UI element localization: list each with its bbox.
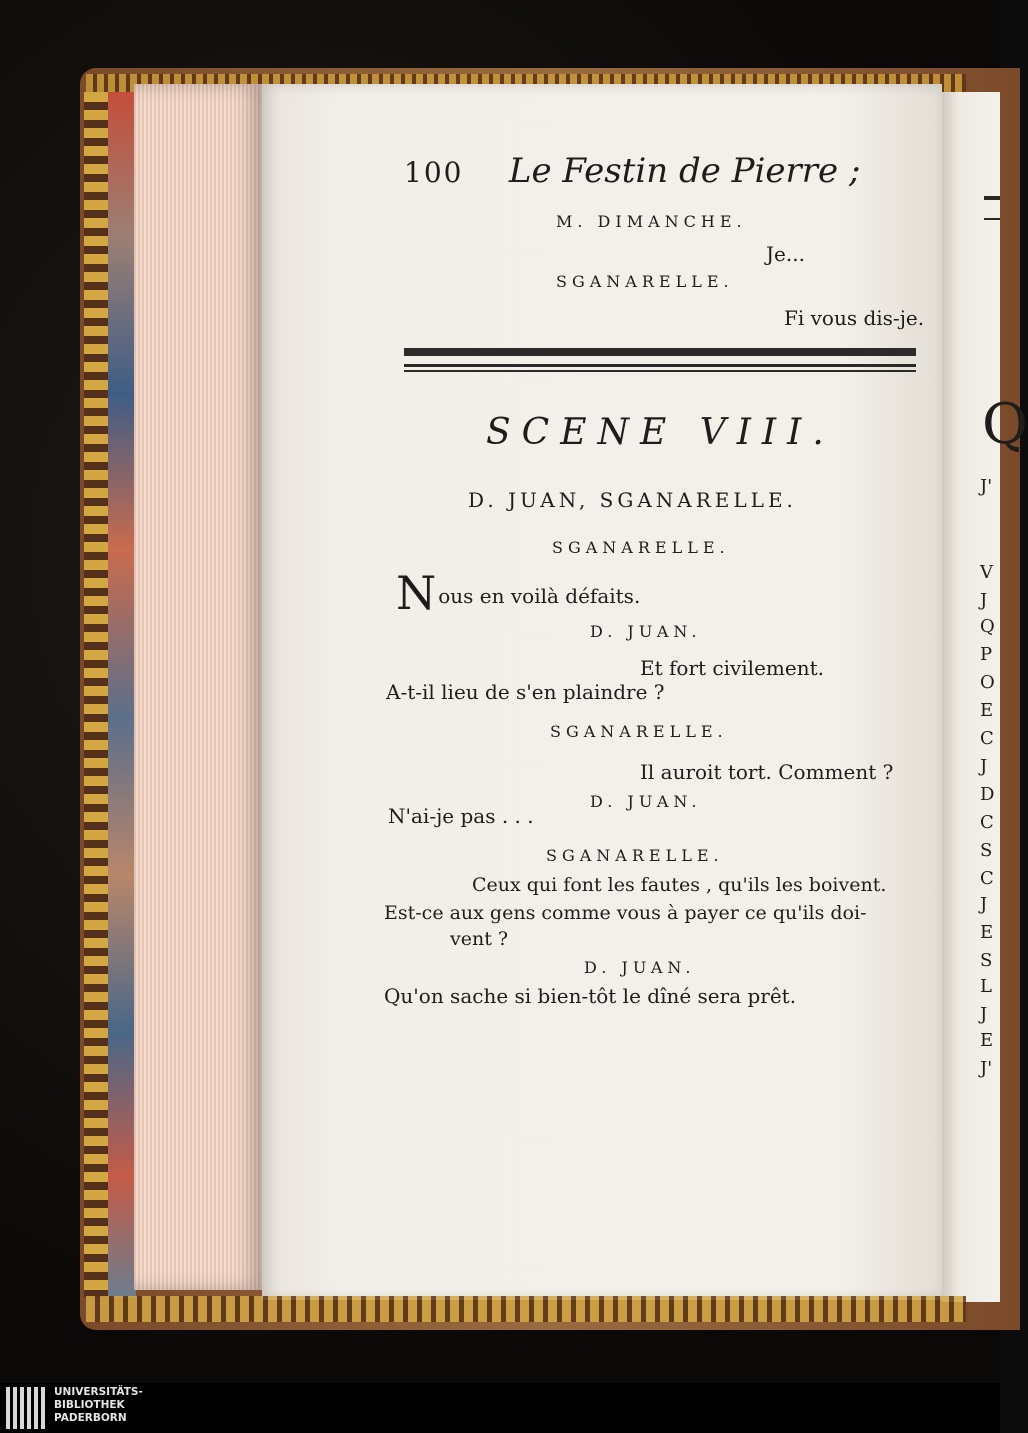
speaker-label: SGANARELLE. <box>556 272 734 291</box>
dialogue-line: Et fort civilement. <box>640 656 824 680</box>
dialogue-line: A-t-il lieu de s'en plaindre ? <box>386 680 665 704</box>
facing-page-letter: D <box>980 784 995 805</box>
facing-page-initial: Q <box>982 392 1028 457</box>
facing-page-letter: L <box>980 976 992 997</box>
dialogue-line: N'ai-je pas . . . <box>388 804 534 828</box>
logo-line: BIBLIOTHEK <box>54 1399 125 1411</box>
dialogue-text: ous en voilà défaits. <box>438 584 641 608</box>
facing-page-letter: S <box>980 840 993 861</box>
facing-page-letter: J <box>980 1004 988 1025</box>
logo-line: UNIVERSITÄTS- <box>54 1386 143 1398</box>
scene-rule-thick <box>404 348 916 356</box>
facing-page-letter: J' <box>980 1058 993 1079</box>
gilt-border-bottom <box>86 1296 966 1322</box>
dialogue-line: vent ? <box>450 928 509 950</box>
speaker-label: M. DIMANCHE. <box>556 212 747 231</box>
dialogue-line: Est-ce aux gens comme vous à payer ce qu'ils doi- <box>384 902 867 924</box>
cast-list: D. JUAN, SGANARELLE. <box>468 488 797 512</box>
marbled-edge <box>108 92 136 1297</box>
facing-page-letter: C <box>980 812 994 833</box>
facing-page-letter: V <box>980 562 993 583</box>
facing-page-rule <box>984 196 1000 220</box>
dialogue-line: Qu'on sache si bien-tôt le dîné sera prêt. <box>384 984 797 1008</box>
scene-rule-thin <box>404 364 916 372</box>
library-footer <box>0 1383 1000 1433</box>
running-head <box>404 150 860 191</box>
running-title: Le Festin de Pierre ; <box>508 151 861 191</box>
facing-page-letter: P <box>980 644 993 665</box>
facing-page-letter: E <box>980 1030 994 1051</box>
dialogue-line: Ceux qui font les fautes , qu'ils les boivent. <box>472 874 887 896</box>
facing-page-letter: E <box>980 922 994 943</box>
dialogue-line <box>396 566 641 620</box>
dialogue-line: Il auroit tort. Comment ? <box>640 760 894 784</box>
speaker-label: SGANARELLE. <box>550 722 728 741</box>
logo-line: PADERBORN <box>54 1412 127 1424</box>
facing-page-letter: S <box>980 950 993 971</box>
speaker-label: SGANARELLE. <box>546 846 724 865</box>
facing-page-letter: Q <box>980 616 995 637</box>
facing-page <box>942 92 1000 1302</box>
facing-page-letter: J' <box>980 476 993 497</box>
facing-page-letter: J <box>980 894 988 915</box>
facing-page-letter: J <box>980 756 988 777</box>
speaker-label: D. JUAN. <box>584 958 696 977</box>
dialogue-line: Je... <box>766 242 805 266</box>
speaker-label: SGANARELLE. <box>552 538 730 557</box>
dialogue-line: Fi vous dis-je. <box>784 306 925 330</box>
library-logo-text <box>54 1386 143 1425</box>
drop-cap: N <box>396 566 437 620</box>
facing-page-letter: O <box>980 672 995 693</box>
scene-heading: SCENE VIII. <box>486 412 835 453</box>
speaker-label: D. JUAN. <box>590 792 702 811</box>
facing-page-letter: E <box>980 700 994 721</box>
page-edges <box>134 84 264 1290</box>
facing-page-letter: C <box>980 728 994 749</box>
speaker-label: D. JUAN. <box>590 622 702 641</box>
facing-page-letter: J <box>980 590 988 611</box>
facing-page-letter: C <box>980 868 994 889</box>
page-number: 100 <box>404 156 464 189</box>
library-logo-icon <box>6 1387 48 1429</box>
